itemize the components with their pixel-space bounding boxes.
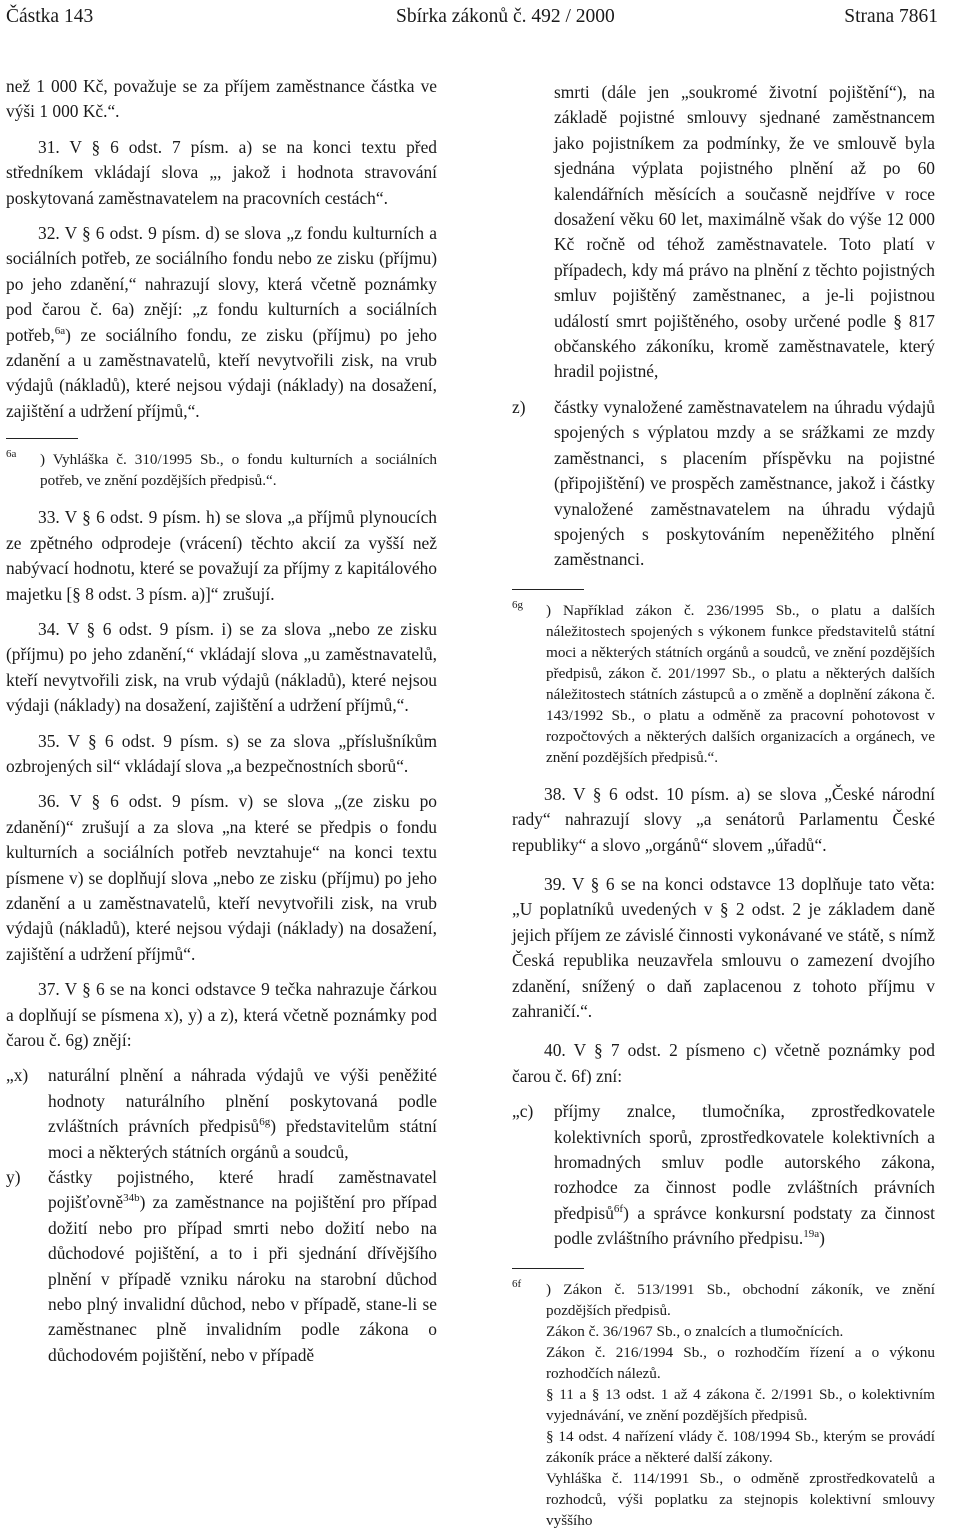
item-label: z) [512, 396, 526, 417]
right-column [512, 80, 935, 1531]
footnote-6a [6, 449, 437, 491]
item-text-end: ) [819, 1228, 825, 1249]
paragraph-40: 40. V § 7 odst. 2 písmeno c) včetně poznámky pod čarou č. 6f) zní: [512, 1040, 935, 1086]
footnote-line: Zákon č. 216/1994 Sb., o rozhodčím řízení a o výkonu rozhodčích nálezů. [546, 1343, 935, 1382]
footnote-separator [512, 1268, 584, 1269]
footnote-line: Vyhláška č. 114/1991 Sb., o odměně zprostředkovatelů a rozhodců, výši poplatku za stejnopis kolektivní smlouvy vyššího [546, 1469, 935, 1529]
item-text-mid: ) a správce konkursní podstaty za činnost podle zvláštního právního předpisu. [554, 1202, 935, 1249]
item-text: částky vynaložené zaměstnavatelem na úhradu výdajů spojených s výplatou mzdy a se srážkami ze mzdy zaměstnanci, s placením příspěvku na pojistné (připojištění) ve prospěch zaměstnance, jakož i částky vynaložené zaměstnavatelem na úhradu výdajů spojených s poskytováním nepeněžitého plnění zaměstnanci. [554, 396, 935, 570]
footnote-ref-19a: 19a [803, 1228, 820, 1241]
left-column [6, 74, 437, 1368]
item-label: y) [6, 1167, 21, 1188]
paragraph-32 [6, 221, 437, 424]
footnote-mark [6, 449, 16, 470]
paragraph-33: 33. V § 6 odst. 9 písm. h) se slova „a příjmů plynoucích ze zpětného odprodeje (vrácení) těchto akcií za vyšší než nabývací hodnotu, které se považují za příjmy z kapitálového majetku [§ 8 odst. 3 písm. a)]“ zrušují. [6, 507, 437, 604]
page-header [6, 6, 938, 28]
footnote-mark [512, 600, 523, 621]
list-item-z [512, 395, 935, 573]
footnote-mark-text: 6f [512, 1277, 522, 1290]
footnote-ref-6g: 6g [259, 1116, 271, 1129]
paragraph-35: 35. V § 6 odst. 9 písm. s) se za slova „příslušníkům ozbrojených sil“ vkládají slova „a bezpečnostních sborů“. [6, 730, 437, 776]
header-page-number: Strana 7861 [844, 6, 938, 27]
paragraph-31: 31. V § 6 odst. 7 písm. a) se na konci textu před středníkem vkládají slova „, jakož i hodnota stravování poskytovaná zaměstnavatelem na pracovních cestách“. [6, 136, 437, 208]
list-item-x [6, 1063, 437, 1165]
paragraph-continuation: než 1 000 Kč, považuje se za příjem zaměstnance částka ve výši 1 000 Kč.“. [6, 76, 437, 122]
footnote-ref-6f: 6f [613, 1202, 624, 1215]
item-label: „x) [6, 1065, 29, 1086]
list-item-c [512, 1099, 935, 1251]
item-text-end: ) představitelům státní moci a některých státních orgánů a soudců, [48, 1116, 438, 1162]
paragraph-32-text-end: ) ze sociálního fondu, ze zisku (příjmu) po jeho zdanění a u zaměstnavatelů, kteří nevytvořili zisk, na vrub výdajů (nákladů), které nejsou výdaji (náklady) na dosažení, zajištění a udržení příjmů,“. [6, 324, 437, 421]
footnote-separator [512, 589, 584, 590]
footnote-6g [512, 600, 935, 768]
footnote-mark-text: 6g [512, 598, 523, 611]
list-item-y [6, 1165, 437, 1368]
item-label: „c) [512, 1101, 534, 1122]
footnote-line: § 11 a § 13 odst. 1 až 4 zákona č. 2/1991 Sb., o kolektivním vyjednávání, ve znění pozdějších předpisů. [546, 1385, 935, 1424]
footnote-line: § 14 odst. 4 nařízení vlády č. 108/1994 Sb., kterým se provádí zákoník práce a některé další zákony. [546, 1427, 935, 1466]
footnote-mark [512, 1279, 521, 1300]
header-part: Částka 143 [6, 6, 94, 27]
item-text: naturální plnění a náhrada výdajů ve výši peněžité hodnoty naturálního plnění poskytovaná podle zvláštních právních předpisů [48, 1065, 437, 1137]
footnote-text: ) Například zákon č. 236/1995 Sb., o platu a dalších náležitostech spojených s výkonem funkce představitelů státní moci a některých státních orgánů a soudců, ve znění pozdějších předpisů, zákon č. 201/1997 Sb., o platu a některých dalších náležitostech státních zástupců a o změně a doplnění zákona č. 143/1992 Sb., o platu a odměně za pracovní pohotovost v rozpočtových a některých dalších organizacích a orgánech, ve znění pozdějších předpisů.“. [546, 601, 935, 766]
paragraph-32-text: 32. V § 6 odst. 9 písm. d) se slova „z fondu kulturních a sociálních potřeb, ze sociálního fondu nebo ze zisku (příjmu) po jeho zdanění,“ nahrazují slovy, která včetně poznámky pod čarou č. 6a) znějí: „z fondu kulturních a sociálních potřeb, [6, 223, 437, 345]
paragraph-36: 36. V § 6 odst. 9 písm. v) se slova „(ze zisku po zdanění)“ zrušují a za slova „na které se předpis o fondu kulturních a sociálních potřeb nevztahuje“ na konci textu písmene v) se doplňují slova „nebo ze zisku (příjmu) po jeho zdanění a u zaměstnavatelů, kteří nevytvořili zisk, na vrub výdajů (nákladů), které nejsou výdaji (náklady) na dosažení, zajištění a udržení příjmů“. [6, 791, 437, 964]
item-text: příjmy znalce, tlumočníka, zprostředkovatele kolektivních sporů, zprostředkovatele kolektivních a hromadných smluv podle autorského zákona, rozhodce za činnost podle zvláštních právních předpisů [554, 1101, 935, 1223]
paragraph-37: 37. V § 6 se na konci odstavce 9 tečka nahrazuje čárkou a doplňují se písmena x), y) a z), která včetně poznámky pod čarou č. 6g) znějí: [6, 979, 437, 1050]
item-text: částky pojistného, které hradí zaměstnavatel pojišťovně [48, 1167, 437, 1213]
item-text-end: ) za zaměstnance na pojištění pro případ dožití nebo pro případ smrti nebo dožití nebo na důchodové pojištění, a to i při sjednání dřívějšího plnění v případě vzniku nároku na starobní důchod nebo plný invalidní důchod, nebo v případě, stane-li se zaměstnanec plně invalidním podle zákona o důchodovém pojištění, nebo v případě [48, 1192, 437, 1365]
footnote-mark-text: 6a [6, 448, 17, 461]
paragraph-34: 34. V § 6 odst. 9 písm. i) se za slova „nebo ze zisku (příjmu) po jeho zdanění,“ vkládají slova „u zaměstnavatelů, kteří nevytvořili zisk, na vrub výdajů (nákladů), které nejsou výdaji (náklady) na dosažení, zajištění a udržení příjmů,“. [6, 618, 437, 716]
footnote-ref-6a: 6a [54, 324, 66, 337]
footnote-separator [6, 438, 78, 439]
footnote-line: ) Zákon č. 513/1991 Sb., obchodní zákoník, ve znění pozdějších předpisů. [546, 1280, 935, 1319]
footnote-text: ) Vyhláška č. 310/1995 Sb., o fondu kulturních a sociálních potřeb, ve znění pozdějších předpisů.“. [40, 451, 437, 490]
list-item-y-continuation: smrti (dále jen „soukromé životní pojištění“), na základě pojistné smlouvy sjednané zaměstnancem jako pojistníkem za podmínky, že ve smlouvě byla sjednána výplata pojistného plnění až po 60 kalendářních měsících a současně nejdříve v roce dosažení věku 60 let, maximálně však do výše 12 000 Kč ročně od téhož zaměstnavatele. Toto platí v případech, kdy má právo na plnění z těchto pojistných smluv pojištěný zaměstnanec, a je-li pojistnou událostí smrt pojištěného, osoby určené podle § 817 občanského zákoníku, kromě zaměstnavatele, který hradil pojistné, [554, 82, 935, 382]
footnote-ref-34b: 34b [123, 1192, 140, 1205]
footnote-6f [512, 1279, 935, 1531]
header-collection: Sbírka zákonů č. 492 / 2000 [396, 6, 615, 27]
paragraph-39: 39. V § 6 se na konci odstavce 13 doplňuje tato věta: „U poplatníků uvedených v § 2 odst. 2 je základem daně jejich příjem ze závislé činnosti vykonávané ve státě, s nímž Česká republika neuzavřela smlouvu o zamezení dvojího zdanění, snížený o daň zaplacenou z tohoto příjmu v zahraničí.“. [512, 873, 935, 1021]
paragraph-38: 38. V § 6 odst. 10 písm. a) se slova „České národní rady“ nahrazují slovy „a senátorů Parlamentu České republiky“ a slovo „orgánů“ slovem „úřadů“. [512, 783, 935, 855]
footnote-line: Zákon č. 36/1967 Sb., o znalcích a tlumočnících. [546, 1322, 844, 1340]
